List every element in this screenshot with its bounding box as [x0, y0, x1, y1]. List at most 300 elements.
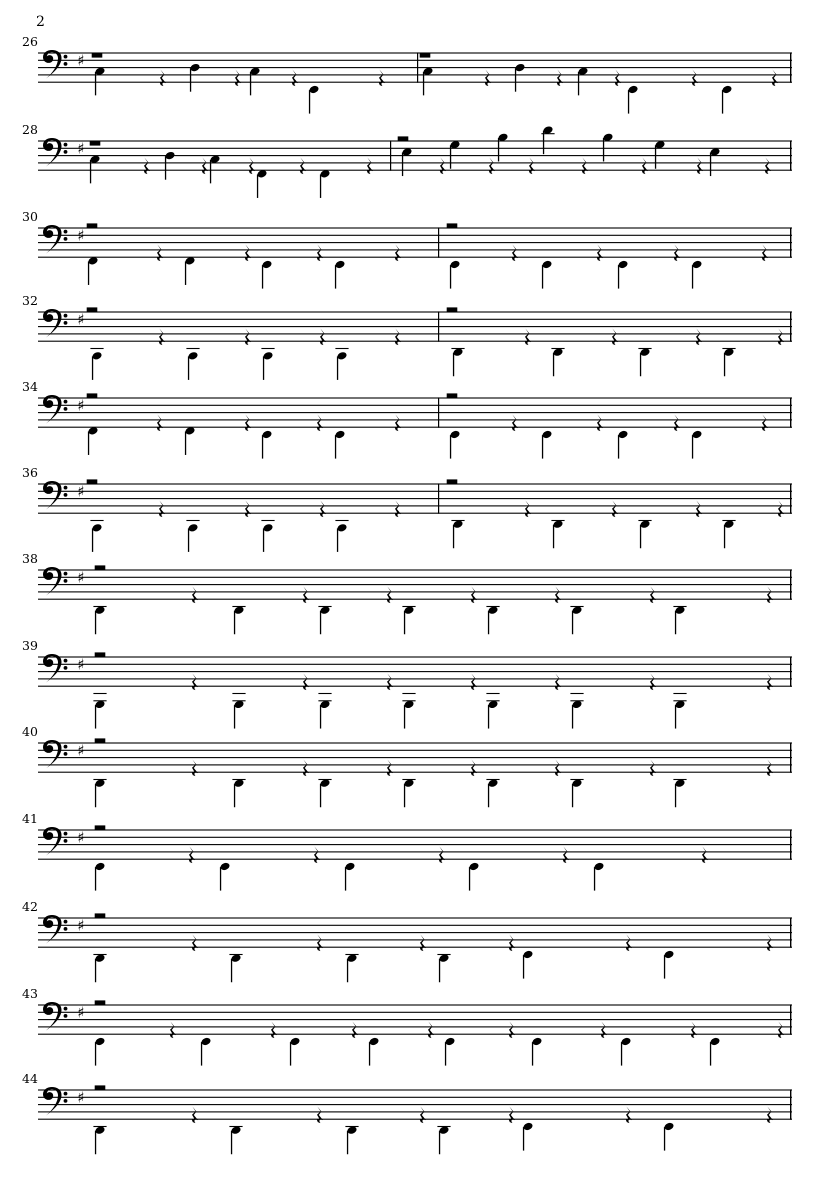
- end-barline: [790, 140, 791, 170]
- quarter-rest: [767, 674, 773, 691]
- note-C2: [186, 520, 199, 552]
- note-stem: [710, 153, 711, 177]
- whole-rest: [95, 913, 106, 918]
- note-stem: [95, 867, 96, 891]
- quarter-rest: [557, 70, 563, 87]
- quarter-rest: [702, 847, 708, 864]
- bass-clef-dot: [64, 314, 68, 318]
- note-D2: [93, 953, 106, 982]
- quarter-rest: [387, 587, 393, 604]
- bass-clef-icon: [43, 740, 62, 769]
- note-stem: [95, 959, 96, 983]
- quarter-rest: [509, 1107, 515, 1124]
- staff-line: [38, 686, 792, 687]
- measure-number: 43: [22, 986, 38, 1001]
- note-stem: [423, 72, 424, 96]
- note-stem: [640, 525, 641, 549]
- quarter-rest: [597, 245, 603, 262]
- barline: [438, 311, 439, 341]
- quarter-rest: [249, 158, 255, 175]
- staff-line: [38, 491, 792, 492]
- whole-rest: [87, 479, 98, 484]
- quarter-rest: [778, 329, 784, 346]
- note-stem: [201, 1042, 202, 1066]
- quarter-rest: [762, 415, 768, 432]
- note-stem: [692, 265, 693, 289]
- quarter-rest: [509, 935, 515, 952]
- end-barline: [790, 1004, 791, 1034]
- note-B1: [570, 693, 583, 729]
- bass-clef-dot: [64, 1007, 68, 1011]
- note-stem: [320, 611, 321, 635]
- whole-rest: [87, 393, 98, 398]
- note-D2: [570, 778, 583, 807]
- quarter-rest: [428, 1022, 434, 1039]
- staff-line: [38, 656, 792, 657]
- note-stem: [553, 525, 554, 549]
- staff-line: [38, 671, 792, 672]
- staff-line: [38, 584, 792, 585]
- staff-line: [38, 405, 792, 406]
- note-D2: [345, 1125, 358, 1154]
- barline: [390, 140, 391, 170]
- bass-clef-dot: [64, 752, 68, 756]
- note-C3: [422, 66, 433, 95]
- note-E2: [593, 862, 604, 891]
- note-D2: [437, 953, 450, 982]
- staff-system-40: [22, 724, 792, 807]
- quarter-rest: [202, 158, 208, 175]
- quarter-rest: [420, 935, 426, 952]
- ledger-line: [673, 693, 686, 694]
- note-stem: [543, 131, 544, 155]
- quarter-rest: [471, 760, 477, 777]
- quarter-rest: [485, 70, 491, 87]
- bass-clef-dot: [64, 839, 68, 843]
- note-E2: [709, 1037, 720, 1066]
- bass-clef-icon: [43, 395, 62, 424]
- note-stem: [594, 867, 595, 891]
- end-barline: [790, 569, 791, 599]
- quarter-rest: [189, 847, 195, 864]
- note-stem: [88, 261, 89, 285]
- bass-clef-icon: [43, 567, 62, 596]
- quarter-rest: [395, 245, 401, 262]
- note-E2: [620, 1037, 631, 1066]
- staff-line: [38, 1026, 792, 1027]
- whole-rest: [447, 479, 458, 484]
- note-stem: [722, 90, 723, 114]
- quarter-rest: [601, 1022, 607, 1039]
- end-barline: [790, 742, 791, 772]
- note-E2: [691, 430, 702, 459]
- note-D3: [514, 63, 525, 92]
- note-D2: [551, 347, 564, 376]
- note-stem: [320, 784, 321, 808]
- note-stem: [250, 72, 251, 96]
- note-B3: [602, 132, 613, 161]
- bass-clef-dot: [64, 1014, 68, 1018]
- staff-line: [38, 851, 792, 852]
- note-stem: [578, 72, 579, 96]
- quarter-rest: [471, 587, 477, 604]
- note-D2: [570, 605, 583, 634]
- note-stem: [262, 435, 263, 459]
- note-C2: [90, 520, 103, 552]
- quarter-rest: [626, 935, 632, 952]
- ledger-line: [402, 693, 415, 694]
- note-stem: [572, 784, 573, 808]
- note-stem: [450, 265, 451, 289]
- note-stem: [542, 265, 543, 289]
- note-C2: [186, 348, 199, 380]
- whole-rest: [95, 825, 106, 830]
- staff-line: [38, 419, 792, 420]
- measure-number: 26: [22, 34, 38, 49]
- measure-number: 30: [22, 209, 38, 224]
- staff-system-32: [22, 293, 792, 380]
- note-stem: [488, 784, 489, 808]
- note-stem: [188, 356, 189, 380]
- staff-line: [38, 82, 792, 83]
- note-stem: [188, 528, 189, 552]
- note-stem: [675, 784, 676, 808]
- note-D3: [164, 151, 175, 180]
- note-E2: [449, 260, 460, 289]
- staff-line: [38, 74, 792, 75]
- bass-clef-icon: [43, 309, 62, 338]
- quarter-rest: [525, 501, 531, 518]
- note-stem: [95, 72, 96, 96]
- note-stem: [309, 90, 310, 114]
- quarter-rest: [696, 501, 702, 518]
- staff-line: [38, 569, 792, 570]
- whole-rest: [447, 223, 458, 228]
- note-D2: [93, 605, 106, 634]
- ledger-line: [232, 693, 245, 694]
- quarter-rest: [439, 847, 445, 864]
- note-stem: [165, 156, 166, 180]
- staff-line: [38, 1004, 792, 1005]
- note-E2: [541, 430, 552, 459]
- staff-line: [38, 67, 792, 68]
- note-E2: [344, 862, 355, 891]
- note-stem: [664, 955, 665, 979]
- key-signature-sharp: ♯: [77, 568, 85, 587]
- bass-clef-dot: [64, 407, 68, 411]
- note-E2: [200, 1037, 211, 1066]
- note-E2: [691, 260, 702, 289]
- staff-line: [38, 505, 792, 506]
- note-D2: [93, 1125, 106, 1154]
- quarter-rest: [650, 760, 656, 777]
- end-barline: [790, 829, 791, 859]
- measure-number: 44: [22, 1071, 38, 1086]
- note-stem: [450, 435, 451, 459]
- end-barline: [790, 52, 791, 82]
- note-D2: [402, 778, 415, 807]
- note-F2: [87, 426, 98, 455]
- quarter-rest: [626, 1107, 632, 1124]
- quarter-rest: [642, 158, 648, 175]
- quarter-rest: [192, 1107, 198, 1124]
- staff-system-44: [22, 1071, 792, 1154]
- quarter-rest: [471, 674, 477, 691]
- note-E2: [368, 1037, 379, 1066]
- quarter-rest: [529, 158, 535, 175]
- note-stem: [515, 68, 516, 92]
- note-stem: [263, 356, 264, 380]
- note-E2: [334, 260, 345, 289]
- note-stem: [572, 705, 573, 729]
- staff-line: [38, 577, 792, 578]
- note-stem: [185, 431, 186, 455]
- ledger-line: [186, 348, 199, 349]
- quarter-rest: [767, 935, 773, 952]
- note-C3: [249, 66, 260, 95]
- key-signature-sharp: ♯: [77, 51, 85, 70]
- quarter-rest: [525, 329, 531, 346]
- whole-rest: [95, 1085, 106, 1090]
- note-F2: [87, 256, 98, 285]
- note-D2: [229, 953, 242, 982]
- note-stem: [445, 1042, 446, 1066]
- quarter-rest: [772, 70, 778, 87]
- note-stem: [320, 174, 321, 198]
- note-F2: [319, 169, 330, 198]
- staff-line: [38, 155, 792, 156]
- note-stem: [290, 1042, 291, 1066]
- ledger-line: [335, 348, 348, 349]
- note-stem: [628, 90, 629, 114]
- bass-clef-dot: [64, 237, 68, 241]
- note-E2: [541, 260, 552, 289]
- note-stem: [710, 1042, 711, 1066]
- barline: [417, 52, 418, 82]
- note-E2: [663, 950, 674, 979]
- barline: [438, 227, 439, 257]
- quarter-rest: [696, 329, 702, 346]
- bass-clef-dot: [64, 321, 68, 325]
- quarter-rest: [387, 674, 393, 691]
- staff-line: [38, 483, 792, 484]
- note-stem: [675, 611, 676, 635]
- key-signature-sharp: ♯: [77, 139, 85, 158]
- ledger-line: [261, 520, 274, 521]
- note-C3: [577, 66, 588, 95]
- note-stem: [234, 705, 235, 729]
- staff-system-39: [22, 638, 792, 729]
- note-stem: [234, 784, 235, 808]
- note-E2: [468, 862, 479, 891]
- note-G3: [449, 140, 460, 169]
- ledger-line: [335, 520, 348, 521]
- quarter-rest: [674, 415, 680, 432]
- whole-rest: [95, 565, 106, 570]
- key-signature-sharp: ♯: [77, 1003, 85, 1022]
- note-C2: [335, 348, 348, 380]
- quarter-rest: [395, 329, 401, 346]
- note-stem: [618, 435, 619, 459]
- note-E2: [721, 85, 732, 114]
- ledger-line: [261, 348, 274, 349]
- note-E2: [617, 260, 628, 289]
- note-stem: [618, 265, 619, 289]
- quarter-rest: [367, 158, 373, 175]
- note-stem: [347, 959, 348, 983]
- whole-rest: [420, 53, 431, 58]
- note-stem: [231, 959, 232, 983]
- note-D2: [93, 778, 106, 807]
- note-stem: [369, 1042, 370, 1066]
- staff-line: [38, 498, 792, 499]
- note-D2: [486, 605, 499, 634]
- note-F2: [184, 256, 195, 285]
- quarter-rest: [317, 415, 323, 432]
- bass-clef-dot: [64, 62, 68, 66]
- staff-line: [38, 52, 792, 53]
- quarter-rest: [778, 501, 784, 518]
- staff-line: [38, 829, 792, 830]
- quarter-rest: [387, 760, 393, 777]
- note-E2: [449, 430, 460, 459]
- note-stem: [257, 174, 258, 198]
- barline: [438, 483, 439, 513]
- note-stem: [675, 705, 676, 729]
- quarter-rest: [762, 245, 768, 262]
- note-stem: [640, 353, 641, 377]
- staff-line: [38, 412, 792, 413]
- note-stem: [404, 705, 405, 729]
- quarter-rest: [303, 760, 309, 777]
- quarter-rest: [157, 245, 163, 262]
- staff-system-42: [22, 899, 792, 982]
- staff-line: [38, 162, 792, 163]
- bass-clef-dot: [64, 659, 68, 663]
- bass-clef-dot: [64, 927, 68, 931]
- bass-clef-dot: [64, 666, 68, 670]
- staff-line: [38, 742, 792, 743]
- note-stem: [95, 784, 96, 808]
- end-barline: [790, 1089, 791, 1119]
- note-E2: [531, 1037, 542, 1066]
- staff-system-36: [22, 465, 792, 552]
- measure-number: 32: [22, 293, 38, 308]
- quarter-rest: [144, 158, 150, 175]
- note-stem: [92, 528, 93, 552]
- quarter-rest: [489, 158, 495, 175]
- staff-line: [38, 1111, 792, 1112]
- note-stem: [335, 435, 336, 459]
- staff-line: [38, 513, 792, 514]
- key-signature-sharp: ♯: [77, 310, 85, 329]
- key-signature-sharp: ♯: [77, 655, 85, 674]
- note-B1: [673, 693, 686, 729]
- note-D2: [638, 519, 651, 548]
- note-D2: [638, 347, 651, 376]
- quarter-rest: [170, 1022, 176, 1039]
- quarter-rest: [192, 760, 198, 777]
- bass-clef-dot: [64, 143, 68, 147]
- staff-line: [38, 947, 792, 948]
- bass-clef-dot: [64, 1092, 68, 1096]
- note-stem: [337, 356, 338, 380]
- bass-clef-dot: [64, 579, 68, 583]
- bass-clef-icon: [43, 1002, 62, 1031]
- end-barline: [790, 311, 791, 341]
- staff-line: [38, 917, 792, 918]
- measure-number: 38: [22, 551, 38, 566]
- note-D2: [402, 605, 415, 634]
- quarter-rest: [303, 587, 309, 604]
- staff-line: [38, 235, 792, 236]
- note-B1: [486, 693, 499, 729]
- note-stem: [572, 611, 573, 635]
- quarter-rest: [555, 587, 561, 604]
- quarter-rest: [767, 587, 773, 604]
- note-stem: [92, 356, 93, 380]
- note-D2: [551, 519, 564, 548]
- quarter-rest: [555, 760, 561, 777]
- note-D2: [451, 519, 464, 548]
- staff-line: [38, 859, 792, 860]
- key-signature-sharp: ♯: [77, 1088, 85, 1107]
- note-stem: [234, 611, 235, 635]
- quarter-rest: [691, 1022, 697, 1039]
- note-stem: [231, 1131, 232, 1155]
- note-E2: [522, 1122, 533, 1151]
- staff-line: [38, 319, 792, 320]
- quarter-rest: [320, 329, 326, 346]
- bass-clef-icon: [43, 654, 62, 683]
- note-stem: [603, 138, 604, 162]
- quarter-rest: [509, 1022, 515, 1039]
- staff-line: [38, 1012, 792, 1013]
- note-D2: [722, 347, 735, 376]
- note-stem: [523, 955, 524, 979]
- end-barline: [790, 917, 791, 947]
- note-stem: [347, 1131, 348, 1155]
- note-stem: [488, 611, 489, 635]
- note-stem: [542, 435, 543, 459]
- note-stem: [488, 705, 489, 729]
- note-B3: [497, 132, 508, 161]
- note-D4: [541, 125, 554, 154]
- note-E2: [308, 85, 319, 114]
- note-D2: [722, 519, 735, 548]
- staff-line: [38, 750, 792, 751]
- staff-line: [38, 326, 792, 327]
- note-E2: [261, 430, 272, 459]
- whole-rest: [87, 223, 98, 228]
- bass-clef-dot: [64, 150, 68, 154]
- note-stem: [262, 265, 263, 289]
- note-E3: [401, 147, 412, 176]
- quarter-rest: [512, 415, 518, 432]
- staff-line: [38, 599, 792, 600]
- quarter-rest: [697, 158, 703, 175]
- quarter-rest: [563, 847, 569, 864]
- ledger-line: [186, 520, 199, 521]
- quarter-rest: [767, 1107, 773, 1124]
- staff-line: [38, 757, 792, 758]
- note-C2: [261, 520, 274, 552]
- quarter-rest: [612, 501, 618, 518]
- bass-clef-dot: [64, 493, 68, 497]
- note-D2: [451, 347, 464, 376]
- staff-line: [38, 932, 792, 933]
- note-E2: [627, 85, 638, 114]
